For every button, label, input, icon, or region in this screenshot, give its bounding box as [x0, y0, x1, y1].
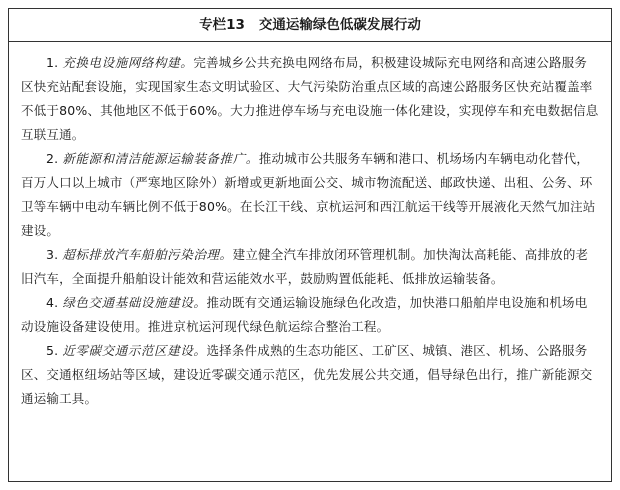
item-heading: 充换电设施网络构建。 [62, 55, 194, 70]
list-item [21, 291, 599, 339]
panel-number: 专栏13 [199, 17, 245, 33]
item-text: 选择条件成熟的生态功能区、工矿区、城镇、港区、机场、公路服务区、交通枢纽场站等区域，建设近零碳交通示范区，优先发展公共交通，倡导绿色出行，推广新能源交通运输工具。 [21, 343, 593, 406]
list-item [21, 51, 599, 147]
item-number: 1. [46, 55, 59, 70]
item-number: 3. [46, 247, 59, 262]
item-heading: 绿色交通基础设施建设。 [62, 295, 207, 310]
panel-title-text: 交通运输绿色低碳发展行动 [258, 17, 421, 33]
panel-content [9, 42, 611, 411]
panel-title [9, 9, 611, 42]
item-heading: 超标排放汽车船舶污染治理。 [62, 247, 233, 262]
list-item [21, 339, 599, 411]
item-heading: 近零碳交通示范区建设。 [62, 343, 207, 358]
list-item [21, 147, 599, 243]
item-number: 5. [46, 343, 59, 358]
list-item [21, 243, 599, 291]
item-number: 4. [46, 295, 59, 310]
item-text: 建立健全汽车排放闭环管理机制。加快淘汰高耗能、高排放的老旧汽车，全面提升船舶设计能效和营运能效水平，鼓励购置低能耗、低排放运输装备。 [21, 247, 589, 286]
item-text: 推动城市公共服务车辆和港口、机场场内车辆电动化替代，百万人口以上城市（严寒地区除外）新增或更新地面公交、城市物流配送、邮政快递、出租、公务、环卫等车辆中电动车辆比例不低于80%。在长江干线、京杭运河和西江航运干线等开展液化天然气加注站建设。 [21, 151, 596, 238]
item-heading: 新能源和清洁能源运输装备推广。 [62, 151, 259, 166]
item-text: 完善城乡公共充换电网络布局，积极建设城际充电网络和高速公路服务区快充站配套设施，实现国家生态文明试验区、大气污染防治重点区域的高速公路服务区快充站覆盖率不低于80%、其他地区不低于60%。大力推进停车场与充电设施一体化建设，实现停车和充电数据信息互联互通。 [21, 55, 599, 142]
sidebar-box [8, 8, 612, 482]
item-text: 推动既有交通运输设施绿色化改造，加快港口船舶岸电设施和机场电动设施设备建设使用。推进京杭运河现代绿色航运综合整治工程。 [21, 295, 588, 334]
item-number: 2. [46, 151, 59, 166]
